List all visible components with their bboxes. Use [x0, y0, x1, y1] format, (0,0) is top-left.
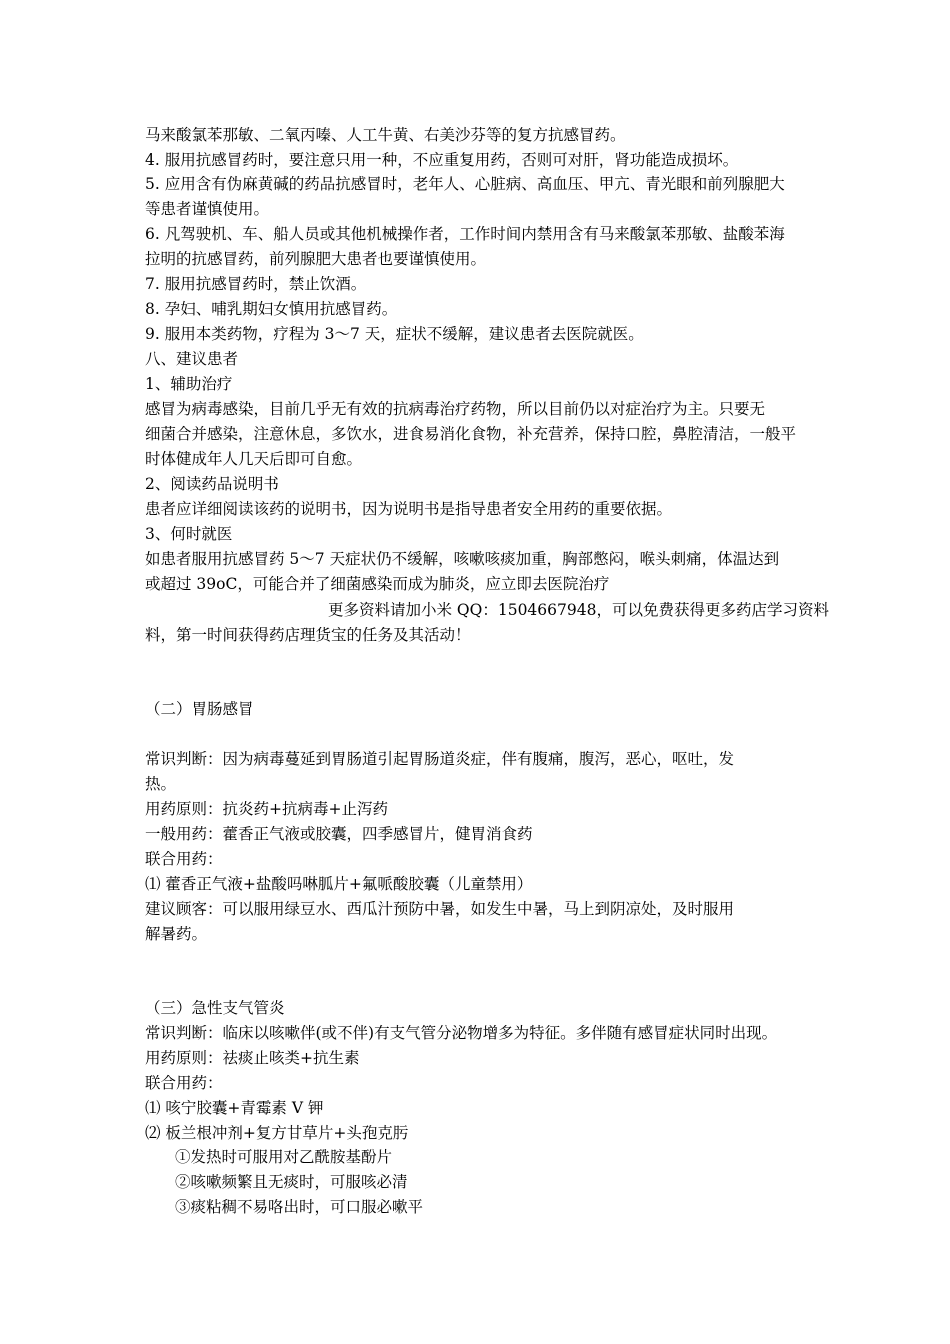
text-line: 4. 服用抗感冒药时，要注意只用一种，不应重复用药，否则可对肝，肾功能造成损坏。: [145, 151, 739, 169]
text-line: 5. 应用含有伪麻黄碱的药品抗感冒时，老年人、心脏病、高血压、甲亢、青光眼和前列腺肥大: [145, 175, 785, 193]
text-line: 拉明的抗感冒药，前列腺肥大患者也要谨慎使用。: [145, 250, 487, 268]
promo-line: 料，第一时间获得药店理货宝的任务及其活动！: [145, 626, 471, 644]
text-line: 用药原则：抗炎药+抗病毒+止泻药: [145, 800, 388, 818]
text-line: ⑴ 藿香正气液+盐酸吗啉胍片+氟哌酸胶囊（儿童禁用）: [145, 875, 533, 893]
text-line: 解暑药。: [145, 925, 208, 943]
subsection-heading: 2、阅读药品说明书: [145, 475, 279, 493]
section-title-gastro: （二）胃肠感冒: [145, 700, 254, 718]
text-line: 马来酸氯苯那敏、二氧丙嗪、人工牛黄、右美沙芬等的复方抗感冒药。: [145, 126, 626, 144]
list-item: ③痰粘稠不易咯出时，可口服必嗽平: [175, 1198, 424, 1216]
text-line: 热。: [145, 775, 177, 793]
text-line: 联合用药：: [145, 1074, 223, 1092]
text-line: 建议顾客：可以服用绿豆水、西瓜汁预防中暑，如发生中暑，马上到阴凉处，及时服用: [145, 900, 735, 918]
text-line: 感冒为病毒感染，目前几乎无有效的抗病毒治疗药物，所以目前仍以对症治疗为主。只要无: [145, 400, 766, 418]
text-line: 一般用药：藿香正气液或胶囊，四季感冒片，健胃消食药: [145, 825, 533, 843]
text-line: 患者应详细阅读该药的说明书，因为说明书是指导患者安全用药的重要依据。: [145, 500, 673, 518]
text-line: 用药原则：祛痰止咳类+抗生素: [145, 1049, 360, 1067]
list-item: ②咳嗽频繁且无痰时，可服咳必清: [175, 1173, 408, 1191]
text-line: 7. 服用抗感冒药时，禁止饮酒。: [145, 275, 367, 293]
text-line: 等患者谨慎使用。: [145, 200, 270, 218]
list-item: ①发热时可服用对乙酰胺基酚片: [175, 1148, 393, 1166]
text-line: ⑴ 咳宁胶囊+青霉素 V 钾: [145, 1099, 324, 1117]
text-line: 细菌合并感染，注意休息，多饮水，进食易消化食物，补充营养，保持口腔，鼻腔清洁，一般平: [145, 425, 797, 443]
text-line: 常识判断：因为病毒蔓延到胃肠道引起胃肠道炎症，伴有腹痛，腹泻，恶心，呕吐，发: [145, 750, 735, 768]
text-line: 8. 孕妇、哺乳期妇女慎用抗感冒药。: [145, 300, 398, 318]
section-title-bronchitis: （三）急性支气管炎: [145, 999, 285, 1017]
text-line: 6. 凡驾驶机、车、船人员或其他机械操作者，工作时间内禁用含有马来酸氯苯那敏、盐酸苯海: [145, 225, 785, 243]
text-line: 如患者服用抗感冒药 5～7 天症状仍不缓解，咳嗽咳痰加重，胸部憋闷，喉头刺痛，体温达到: [145, 550, 780, 568]
promo-line: 更多资料请加小米 QQ：1504667948，可以免费获得更多药店学习资料: [328, 601, 829, 619]
text-line: 9. 服用本类药物，疗程为 3～7 天，症状不缓解，建议患者去医院就医。: [145, 325, 644, 343]
text-line: 时体健成年人几天后即可自愈。: [145, 450, 363, 468]
section-heading: 八、建议患者: [145, 350, 239, 368]
text-line: ⑵ 板兰根冲剂+复方甘草片+头孢克肟: [145, 1124, 409, 1142]
subsection-heading: 3、何时就医: [145, 525, 233, 543]
text-line: 常识判断：临床以咳嗽伴(或不伴)有支气管分泌物增多为特征。多伴随有感冒症状同时出现。: [145, 1024, 778, 1042]
text-line: 或超过 39oC，可能合并了细菌感染而成为肺炎，应立即去医院治疗: [145, 575, 610, 593]
subsection-heading: 1、辅助治疗: [145, 375, 233, 393]
text-line: 联合用药：: [145, 850, 223, 868]
